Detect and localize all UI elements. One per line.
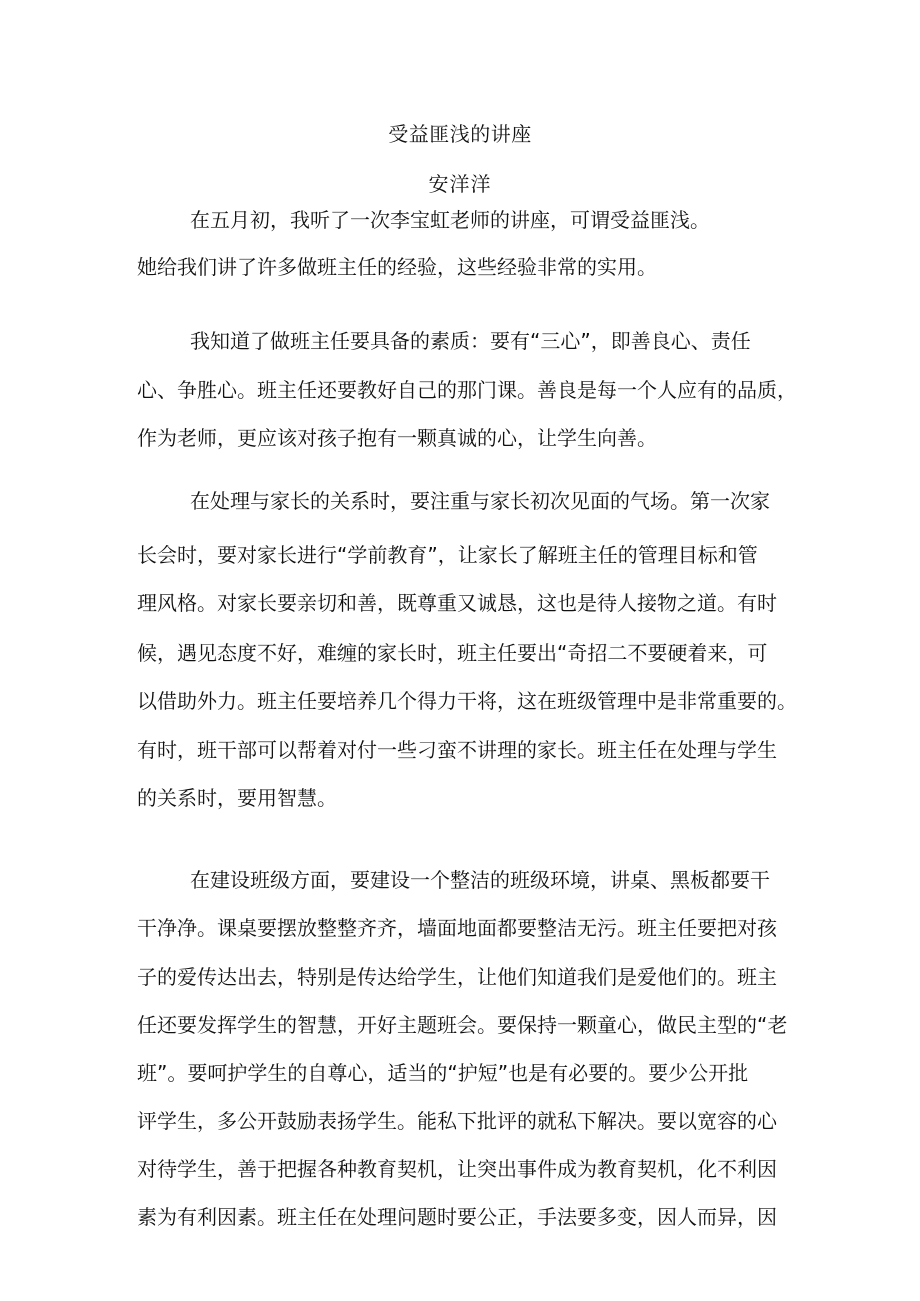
text-line: 心、争胜心。班主任还要教好自己的那门课。善良是每一个人应有的品质， <box>137 378 797 402</box>
text-line: 在建设班级方面，要建设一个整洁的班级环境，讲桌、黑板都要干 <box>190 868 770 892</box>
text-line: 她给我们讲了许多做班主任的经验，这些经验非常的实用。 <box>137 255 657 279</box>
text-line: 在处理与家长的关系时，要注重与家长初次见面的气场。第一次家 <box>190 489 770 513</box>
text-line: 素为有利因素。班主任在处理问题时要公正，手法要多变，因人而异，因 <box>137 1205 777 1229</box>
text-line: 干净净。课桌要摆放整整齐齐，墙面地面都要整洁无污。班主任要把对孩 <box>137 916 777 940</box>
text-line: 以借助外力。班主任要培养几个得力干将，这在班级管理中是非常重要的。 <box>137 689 797 713</box>
text-line: 班”。要呵护学生的自尊心，适当的“护短”也是有必要的。要少公开批 <box>137 1061 749 1085</box>
text-line: 我知道了做班主任要具备的素质：要有“三心”，即善良心、责任 <box>190 329 751 353</box>
text-line: 长会时，要对家长进行“学前教育”，让家长了解班主任的管理目标和管 <box>137 543 758 567</box>
text-line: 的关系时，要用智慧。 <box>137 786 337 810</box>
document-author: 安洋洋 <box>428 172 492 196</box>
text-line: 在五月初，我听了一次李宝虹老师的讲座，可谓受益匪浅。 <box>190 208 710 232</box>
text-line: 作为老师，更应该对孩子抱有一颗真诚的心，让学生向善。 <box>137 426 657 450</box>
text-line: 理风格。对家长要亲切和善，既尊重又诚恳，这也是待人接物之道。有时 <box>137 591 777 615</box>
document-title: 受益匪浅的讲座 <box>388 122 532 146</box>
text-line: 评学生，多公开鼓励表扬学生。能私下批评的就私下解决。要以宽容的心 <box>137 1109 777 1133</box>
text-line: 有时，班干部可以帮着对付一些刁蛮不讲理的家长。班主任在处理与学生 <box>137 738 777 762</box>
text-line: 任还要发挥学生的智慧，开好主题班会。要保持一颗童心，做民主型的“老 <box>137 1013 788 1037</box>
text-line: 候，遇见态度不好，难缠的家长时，班主任要出“奇招二不要硬着来，可 <box>137 641 768 665</box>
text-line: 对待学生，善于把握各种教育契机，让突出事件成为教育契机，化不利因 <box>137 1157 777 1181</box>
text-line: 子的爱传达出去，特别是传达给学生，让他们知道我们是爱他们的。班主 <box>137 965 777 989</box>
